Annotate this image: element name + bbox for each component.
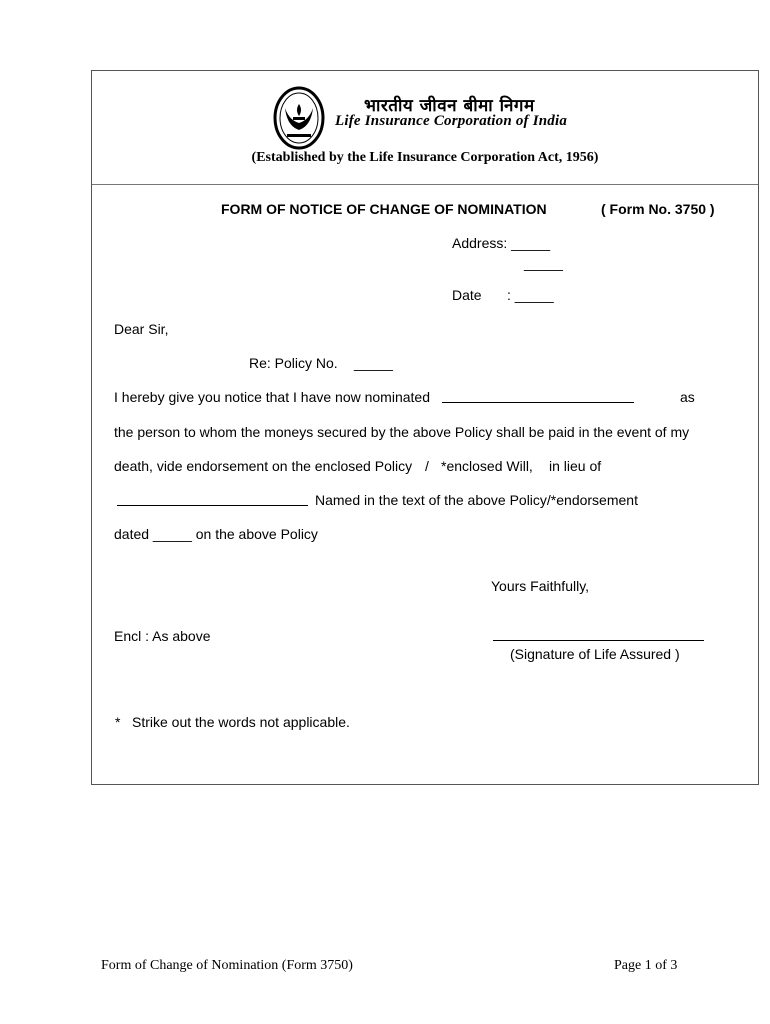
previous-nominee-field[interactable]	[117, 505, 308, 506]
footer-title: Form of Change of Nomination (Form 3750)	[101, 958, 353, 973]
body-line-5: dated _____ on the above Policy	[114, 526, 318, 542]
form-number: ( Form No. 3750 )	[601, 201, 715, 217]
closing: Yours Faithfully,	[491, 578, 590, 594]
header-divider	[92, 184, 758, 185]
address-line2-field[interactable]: _____	[524, 255, 563, 271]
date-label: Date	[452, 287, 482, 303]
address-field[interactable]: Address: _____	[452, 235, 551, 251]
established-note: (Established by the Life Insurance Corporation Act, 1956)	[251, 150, 599, 165]
nominee-name-field[interactable]	[442, 402, 634, 403]
body-line-3c: *enclosed Will,	[441, 458, 533, 474]
lic-english-name: Life Insurance Corporation of India	[335, 113, 568, 129]
lic-logo-icon	[273, 86, 325, 150]
lic-hindi-name: भारतीय जीवन बीमा निगम	[364, 96, 535, 116]
date-field[interactable]: : _____	[507, 287, 554, 303]
signature-line[interactable]	[493, 640, 704, 641]
policy-number-field[interactable]: _____	[354, 355, 393, 371]
note-text: Strike out the words not applicable.	[132, 714, 350, 730]
body-line-3a: death, vide endorsement on the enclosed Policy	[114, 458, 413, 474]
nomination-text: I hereby give you notice that I have now nominated	[114, 389, 430, 405]
footer-page-number: Page 1 of 3	[614, 958, 678, 973]
signature-label: (Signature of Life Assured )	[510, 646, 680, 662]
nomination-as: as	[680, 389, 695, 405]
body-line-2: the person to whom the moneys secured by the above Policy shall be paid in the event of my	[114, 424, 690, 440]
form-title: FORM OF NOTICE OF CHANGE OF NOMINATION	[221, 201, 547, 217]
body-line-3d: in lieu of	[549, 458, 602, 474]
body-line-3b: /	[425, 458, 429, 474]
policy-label: Re: Policy No.	[249, 355, 338, 371]
enclosure: Encl : As above	[114, 628, 211, 644]
salutation: Dear Sir,	[114, 321, 169, 337]
body-line-4: Named in the text of the above Policy/*endorsement	[315, 492, 638, 508]
note-star: *	[115, 714, 121, 730]
